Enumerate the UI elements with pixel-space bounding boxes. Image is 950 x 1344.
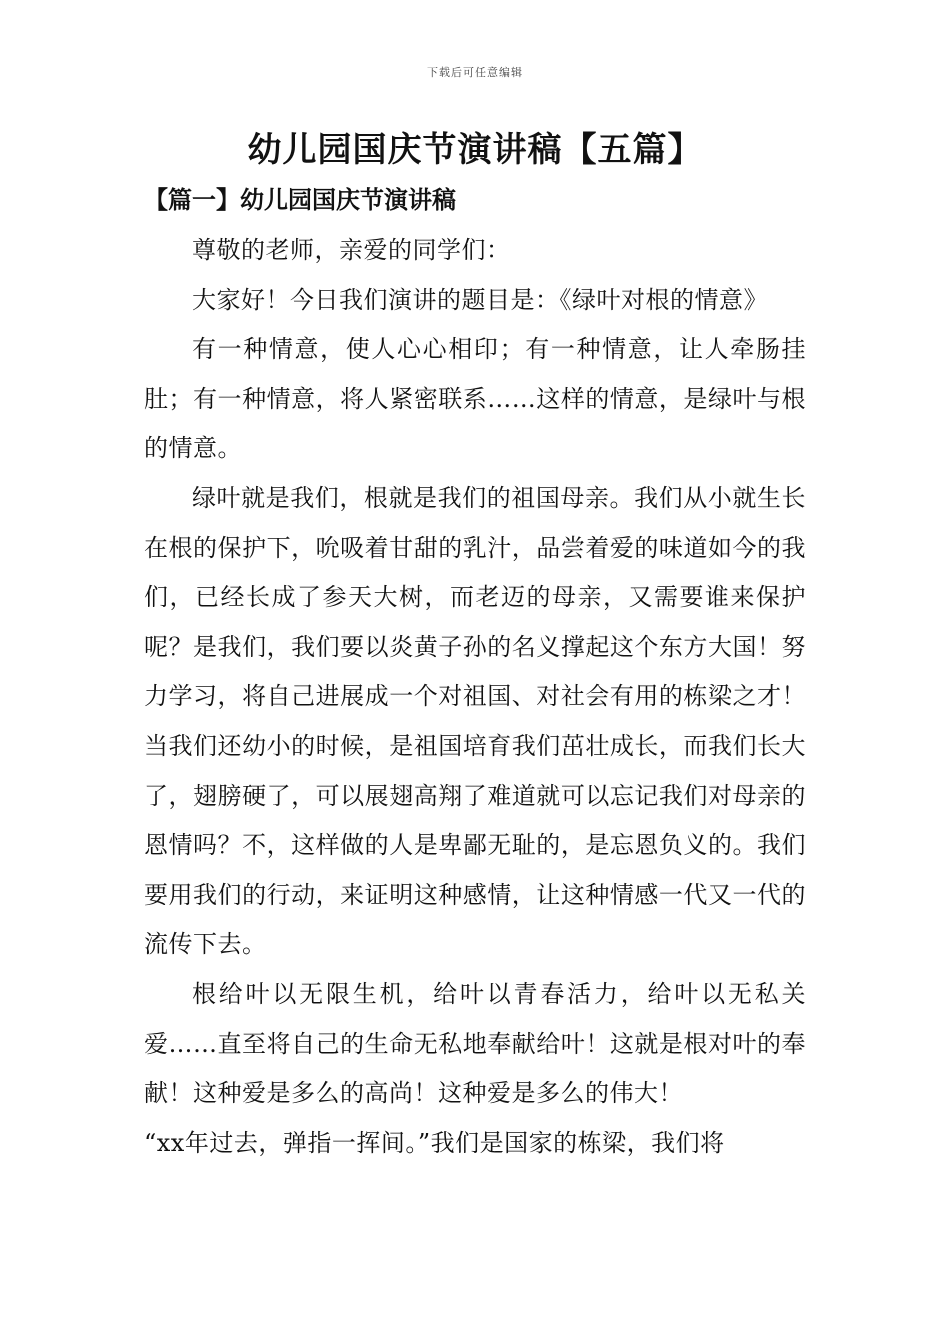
document-title: 幼儿园国庆节演讲稿【五篇】	[247, 130, 703, 170]
paragraph-salutation: 尊敬的老师，亲爱的同学们：	[192, 236, 511, 264]
header-note: 下载后可任意编辑	[427, 66, 523, 79]
document-body	[144, 226, 806, 1168]
paragraph-4: “xx年过去，弹指一挥间。”我们是国家的栋梁，我们将	[144, 1128, 725, 1157]
paragraph-1: 有一种情意，使人心心相印；有一种情意，让人牵肠挂肚；有一种情意，将人紧密联系……这样的情意，是绿叶与根的情意。	[144, 335, 806, 463]
paragraph-greeting: 大家好！今日我们演讲的题目是：《绿叶对根的情意》	[192, 285, 768, 314]
section-heading: 【篇一】幼儿园国庆节演讲稿	[144, 185, 456, 214]
paragraph-3: 根给叶以无限生机，给叶以青春活力，给叶以无私关爱……直至将自己的生命无私地奉献给叶！这就是根对叶的奉献！这种爱是多么的高尚！这种爱是多么的伟大！	[144, 979, 806, 1108]
paragraph-2: 绿叶就是我们，根就是我们的祖国母亲。我们从小就生长在根的保护下，吮吸着甘甜的乳汁，品尝着爱的味道如今的我们，已经长成了参天大树，而老迈的母亲，又需要谁来保护呢？是我们，我们要以炎黄子孙的名义撑起这个东方大国！努力学习，将自己进展成一个对祖国、对社会有用的栋梁之才！当我们还幼小的时候，是祖国培育我们茁壮成长，而我们长大了，翅膀硬了，可以展翅高翔了难道就可以忘记我们对母亲的恩情吗？不，这样做的人是卑鄙无耻的，是忘恩负义的。我们要用我们的行动，来证明这种感情，让这种情感一代又一代的流传下去。	[144, 483, 806, 959]
